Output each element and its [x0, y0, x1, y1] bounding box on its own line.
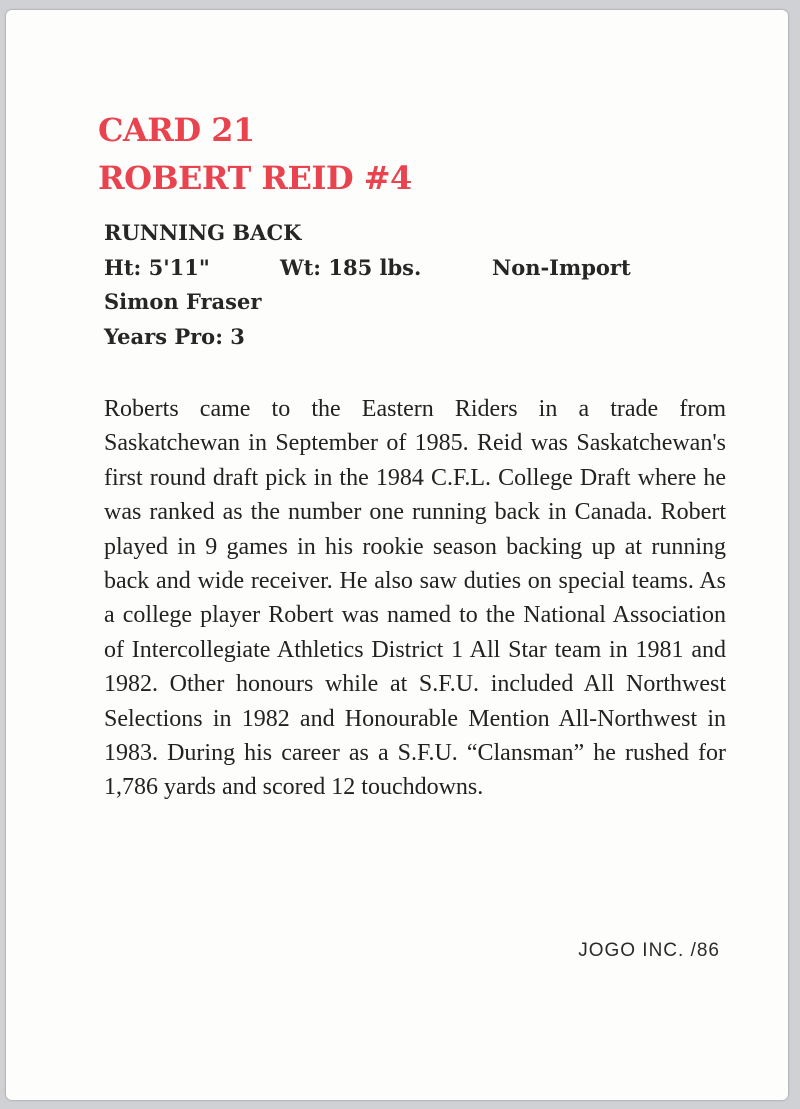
- card-number: CARD 21: [98, 111, 255, 149]
- copyright-footer: JOGO INC. /86: [578, 940, 720, 961]
- import-status: Non-Import: [492, 254, 631, 280]
- measurements-row: [104, 251, 726, 286]
- college: Simon Fraser: [104, 289, 262, 314]
- card-content: [98, 106, 726, 829]
- player-stats: [104, 216, 726, 354]
- player-name: ROBERT REID #4: [98, 159, 412, 197]
- position: RUNNING BACK: [104, 220, 302, 245]
- player-biography: Roberts came to the Eastern Riders in a trade from Saskatchewan in September of 1985. Reid was Saskatchewan's first round draft pick in the 1984 C.F.L. College Draft where he was ranked as the number one running back in Canada. Robert played in 9 games in his rookie season backing up at running back and wide receiver. He also saw duties on special teams. As a college player Robert was named to the National Association of Intercollegiate Athletics District 1 All Star team in 1981 and 1982. Other honours while at S.F.U. included All Northwest Selections in 1982 and Honourable Mention All-Northwest in 1983. During his career as a S.F.U. “Clansman” he rushed for 1,786 yards and scored 12 touchdowns.: [104, 396, 726, 801]
- years-pro: Years Pro: 3: [104, 323, 245, 349]
- weight: Wt: 185 lbs.: [280, 254, 422, 280]
- trading-card-back: [6, 10, 788, 1100]
- height: Ht: 5'11": [104, 254, 210, 280]
